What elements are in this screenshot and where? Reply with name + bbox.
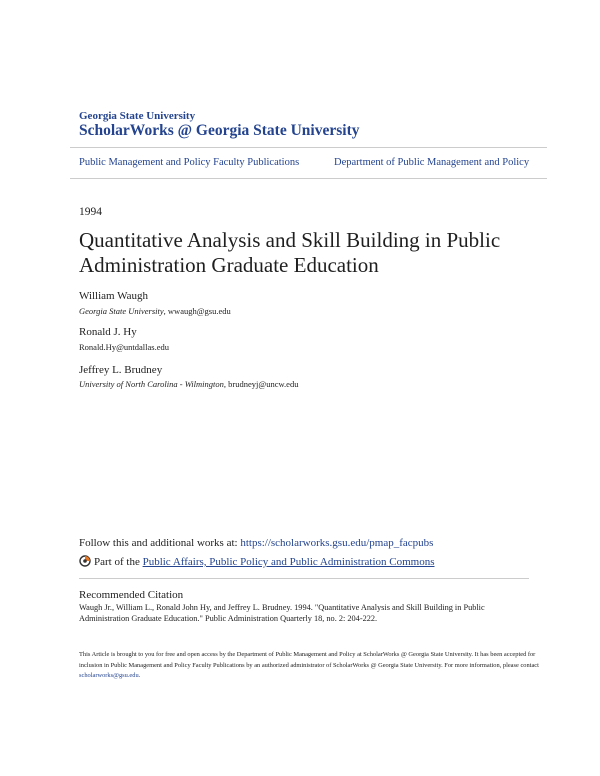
author-name: Jeffrey L. Brudney xyxy=(79,364,163,376)
author-email[interactable]: wwaugh@gsu.edu xyxy=(167,306,231,316)
scholarworks-link[interactable]: ScholarWorks @ Georgia State University xyxy=(79,122,360,139)
bepress-commons-icon xyxy=(79,555,91,570)
follow-prefix: Follow this and additional works at: xyxy=(79,537,241,549)
contact-email-link[interactable]: scholarworks@gsu.edu xyxy=(79,672,139,679)
commons-link[interactable]: Public Affairs, Public Policy and Public Administration Commons xyxy=(142,556,435,568)
department-link[interactable]: Department of Public Management and Policy xyxy=(334,157,530,168)
faculty-publications-link[interactable]: Public Management and Policy Faculty Publications xyxy=(79,157,300,168)
author-email[interactable]: Ronald.Hy@untdallas.edu xyxy=(79,342,169,352)
part-of-line xyxy=(79,555,435,570)
author-affiliation: University of North Carolina - Wilmington, brudneyj@uncw.edu xyxy=(79,379,299,389)
affiliation-name: University of North Carolina - Wilmington xyxy=(79,379,224,389)
citation-rule xyxy=(79,578,529,579)
citation-text: Waugh Jr., William L., Ronald John Hy, and Jeffrey L. Brudney. 1994. "Quantitative Analysis and Skill Building in Public Administration Graduate Education." Public Administration Quarterly 18, no. 2: 204-222. xyxy=(79,603,485,623)
collection-url-link[interactable]: https://scholarworks.gsu.edu/pmap_facpubs xyxy=(240,537,434,549)
author-name: William Waugh xyxy=(79,290,149,302)
affiliation-name: Georgia State University xyxy=(79,306,164,316)
recommended-citation-heading: Recommended Citation xyxy=(79,589,184,601)
author-email[interactable]: brudneyj@uncw.edu xyxy=(228,379,299,389)
part-of-prefix: Part of the xyxy=(94,556,143,568)
author-name: Ronald J. Hy xyxy=(79,326,137,338)
author-affiliation xyxy=(79,342,169,352)
access-notice xyxy=(79,650,539,682)
access-notice-text: This Article is brought to you for free and open access by the Department of Public Management and Policy at ScholarWorks @ Georgia State University. It has been accepted for inclusion in Public Management and Policy Faculty Publications by an authorized administrator of ScholarWorks @ Georgia State University. For more information, please contact xyxy=(79,651,539,669)
publication-year: 1994 xyxy=(79,206,102,218)
author-affiliation: Georgia State University, wwaugh@gsu.edu xyxy=(79,306,231,316)
top-rule xyxy=(70,147,547,148)
article-title: Quantitative Analysis and Skill Building in Public Administration Graduate Education xyxy=(79,228,501,277)
nav-rule xyxy=(70,178,547,179)
follow-line xyxy=(79,537,433,549)
access-notice-suffix: . xyxy=(138,672,141,679)
university-name: Georgia State University xyxy=(79,110,196,122)
